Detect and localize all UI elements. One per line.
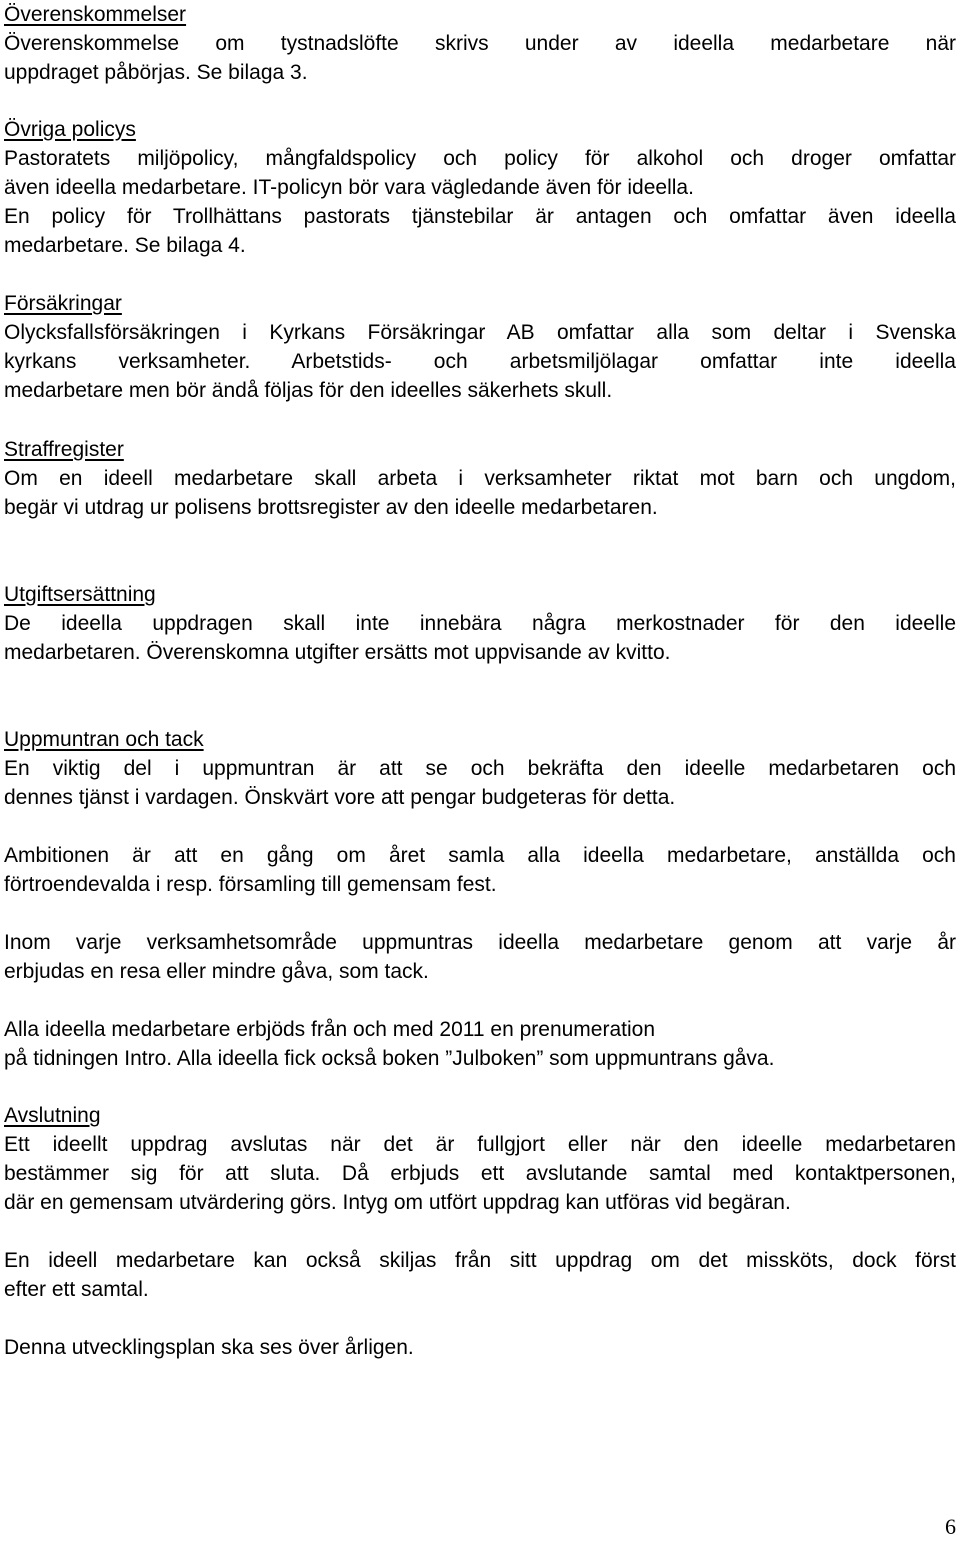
section-heading: Uppmuntran och tack (4, 728, 204, 751)
paragraph-line: medarbetare men bör ändå följas för den ideelles säkerhets skull. (4, 379, 613, 402)
paragraph (4, 754, 956, 812)
paragraph-line: Ambitionen är att en gång om året samla alla ideella medarbetare, anställda och (4, 844, 956, 867)
section-heading: Försäkringar (4, 292, 122, 315)
paragraph-line: Överenskommelse om tystnadslöfte skrivs under av ideella medarbetare när (4, 32, 956, 55)
paragraph (4, 1130, 956, 1217)
section-heading: Överenskommelser (4, 3, 187, 26)
paragraph-line: Pastoratets miljöpolicy, mångfaldspolicy och policy för alkohol och droger omfattar (4, 147, 956, 170)
paragraph-line: efter ett samtal. (4, 1278, 149, 1301)
section-forsakringar (4, 289, 122, 318)
section-heading: Utgiftsersättning (4, 583, 156, 606)
paragraph (4, 928, 956, 986)
paragraph-line: De ideella uppdragen skall inte innebära några merkostnader för den ideelle (4, 612, 956, 635)
page-number: 6 (945, 1514, 956, 1539)
paragraph-line: Denna utvecklingsplan ska ses över årligen. (4, 1336, 414, 1359)
paragraph-line: En viktig del i uppmuntran är att se och bekräfta den ideelle medarbetaren och (4, 757, 956, 780)
section-avslutning (4, 1101, 101, 1130)
paragraph-line: där en gemensam utvärdering görs. Intyg om utfört uppdrag kan utföras vid begäran. (4, 1191, 791, 1214)
paragraph-line: kyrkans verksamheter. Arbetstids- och arbetsmiljölagar omfattar inte ideella (4, 350, 956, 373)
paragraph-line: på tidningen Intro. Alla ideella fick också boken ”Julboken” som uppmuntrans gåva. (4, 1047, 775, 1070)
section-heading: Straffregister (4, 438, 124, 461)
paragraph-line: uppdraget påbörjas. Se bilaga 3. (4, 61, 308, 84)
paragraph (4, 1246, 956, 1304)
paragraph-line: bestämmer sig för att sluta. Då erbjuds ett avslutande samtal med kontaktpersonen, (4, 1162, 956, 1185)
paragraph-line: En policy för Trollhättans pastorats tjänstebilar är antagen och omfattar även ideella (4, 205, 956, 228)
paragraph-line: dennes tjänst i vardagen. Önskvärt vore att pengar budgeteras för detta. (4, 786, 676, 809)
paragraph-line: Alla ideella medarbetare erbjöds från och med 2011 en prenumeration (4, 1018, 656, 1041)
section-utgiftsersattning (4, 580, 156, 609)
paragraph-line: erbjudas en resa eller mindre gåva, som tack. (4, 960, 429, 983)
paragraph (4, 1333, 956, 1362)
paragraph-line: Olycksfallsförsäkringen i Kyrkans Försäkringar AB omfattar alla som deltar i Svenska (4, 321, 956, 344)
paragraph-line: medarbetaren. Överenskomna utgifter ersätts mot uppvisande av kvitto. (4, 641, 671, 664)
paragraph-line: förtroendevalda i resp. församling till gemensam fest. (4, 873, 497, 896)
paragraph (4, 144, 956, 260)
paragraph-line: även ideella medarbetare. IT-policyn bör vara vägledande även för ideella. (4, 176, 694, 199)
section-uppmuntran-och-tack (4, 725, 204, 754)
paragraph-line: Inom varje verksamhetsområde uppmuntras ideella medarbetare genom att varje år (4, 931, 956, 954)
paragraph (4, 318, 956, 405)
section-ovriga-policys (4, 115, 136, 144)
section-straffregister (4, 435, 124, 464)
paragraph-line: Ett ideellt uppdrag avslutas när det är fullgjort eller när den ideelle medarbetaren (4, 1133, 956, 1156)
paragraph (4, 1015, 956, 1073)
paragraph-line: medarbetare. Se bilaga 4. (4, 234, 246, 257)
paragraph-line: En ideell medarbetare kan också skiljas från sitt uppdrag om det missköts, dock först (4, 1249, 956, 1272)
section-heading: Avslutning (4, 1104, 101, 1127)
paragraph (4, 464, 956, 522)
paragraph (4, 29, 956, 87)
paragraph (4, 609, 956, 667)
section-overenskommelser (4, 0, 186, 29)
paragraph-line: begär vi utdrag ur polisens brottsregister av den ideelle medarbetaren. (4, 496, 658, 519)
section-heading: Övriga policys (4, 118, 136, 141)
paragraph-line: Om en ideell medarbetare skall arbeta i verksamheter riktat mot barn och ungdom, (4, 467, 956, 490)
paragraph (4, 841, 956, 899)
